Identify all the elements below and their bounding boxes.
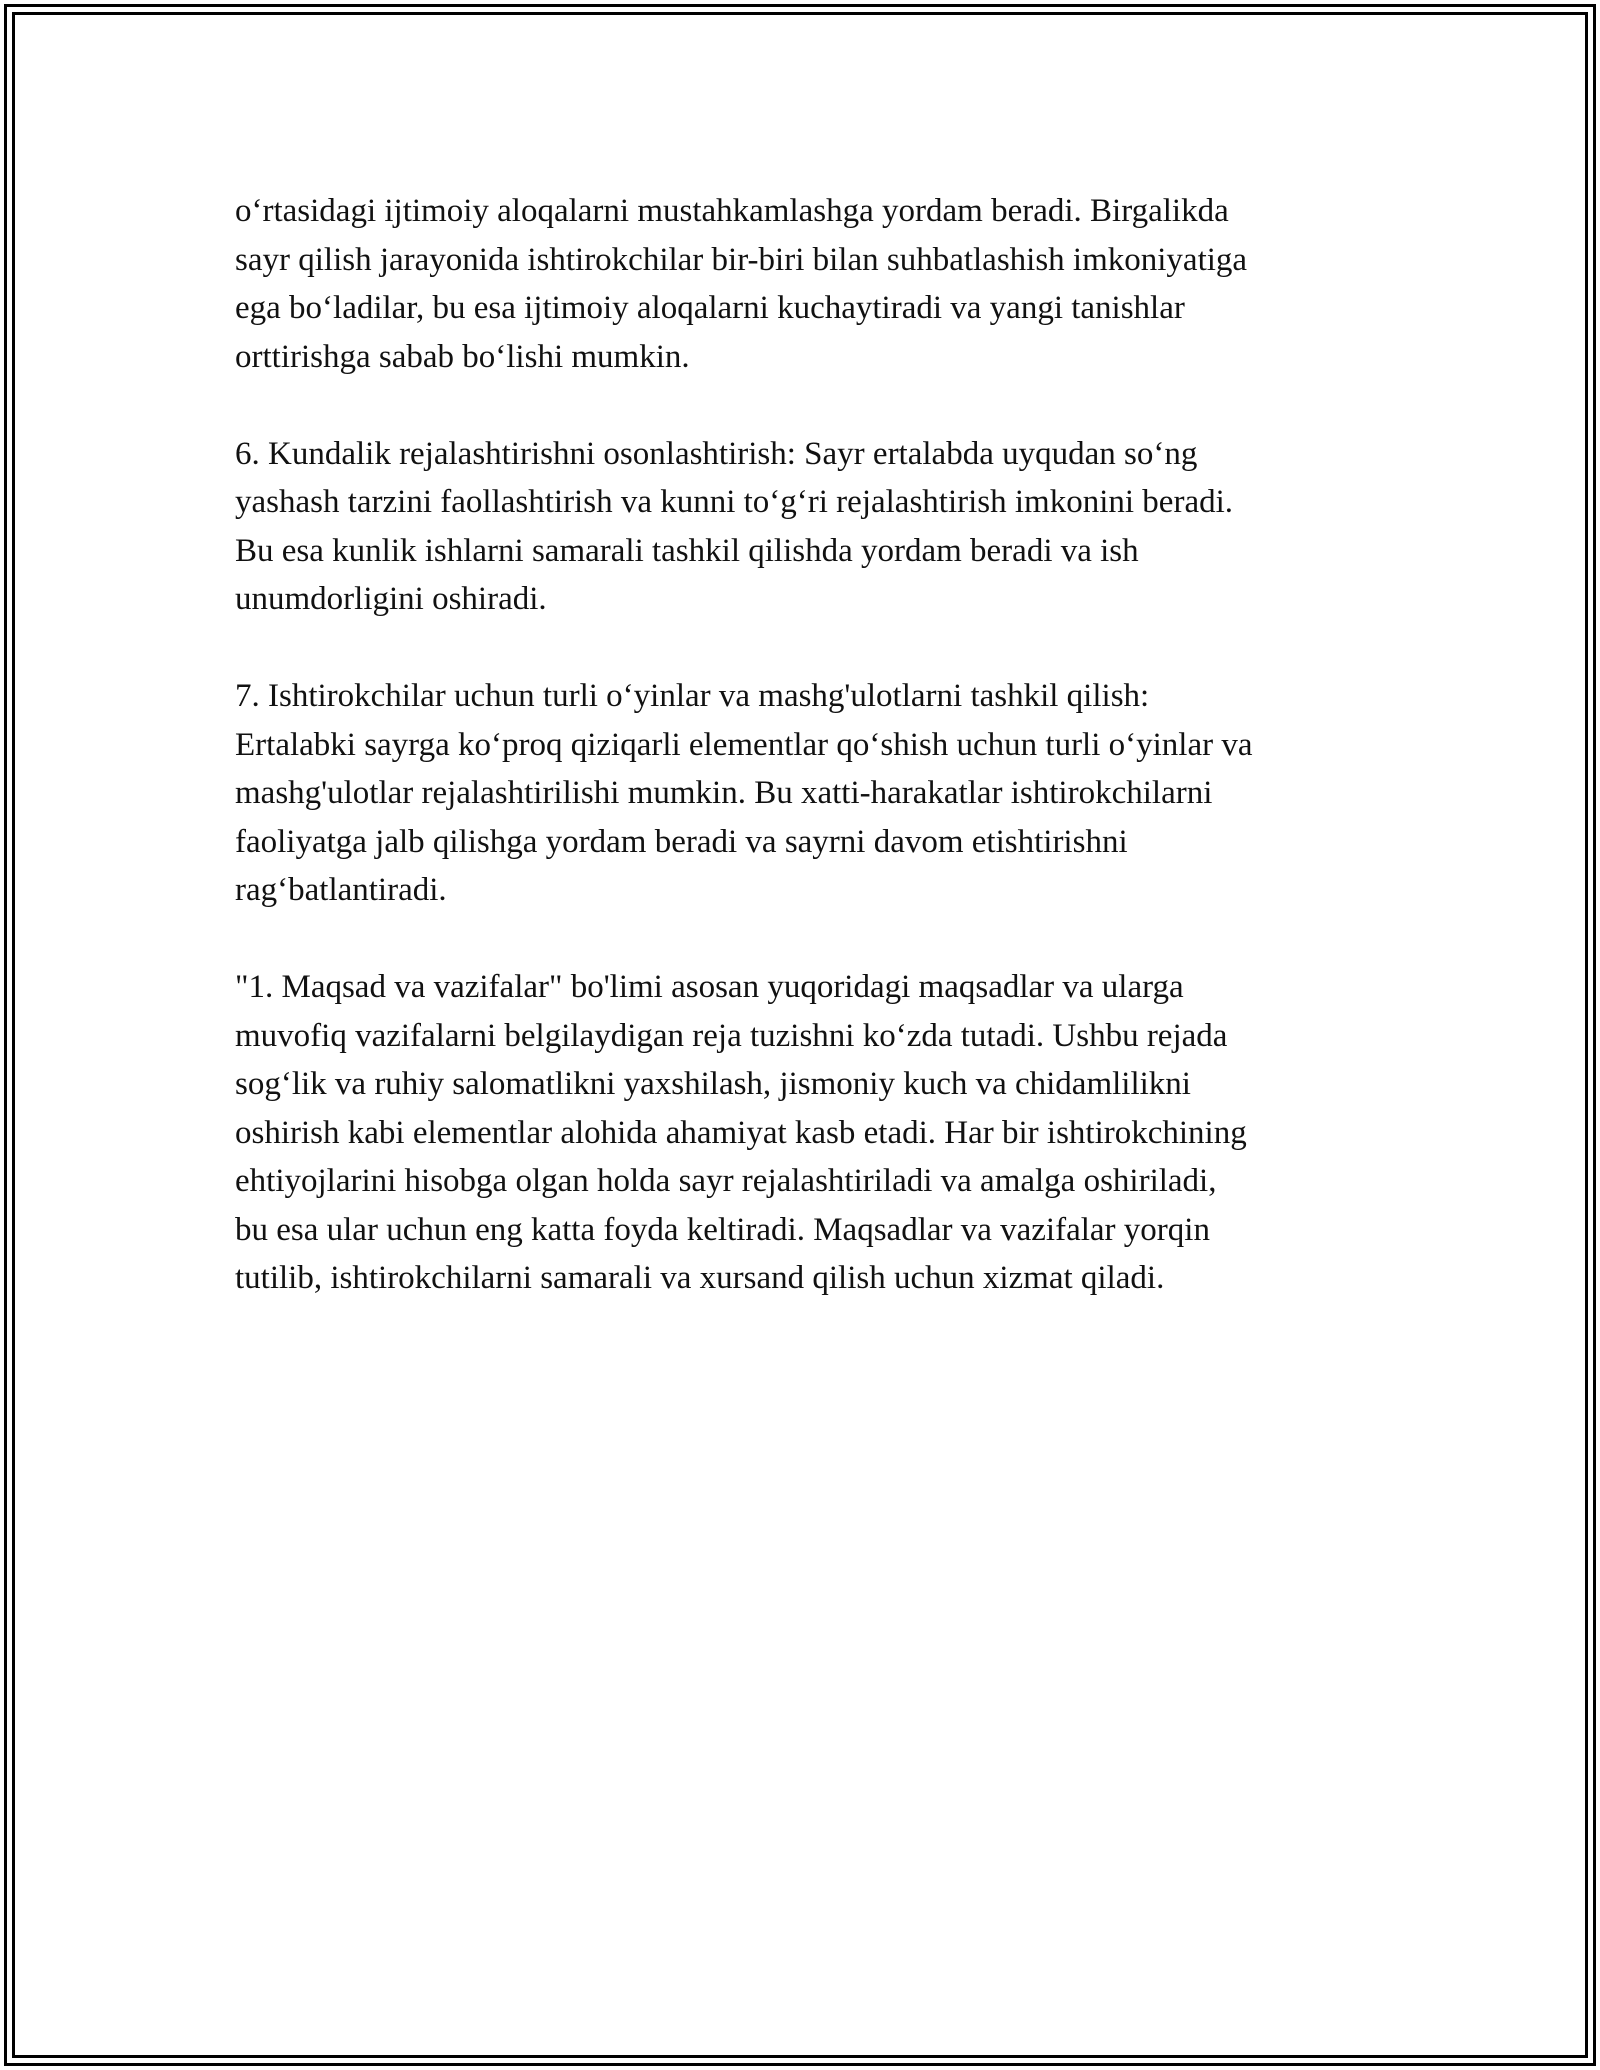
document-body [235,187,1395,1351]
text-line: sayr qilish jarayonida ishtirokchilar bir-biri bilan suhbatlashish imkoniyatiga [235,241,1248,278]
text-line: tutilib, ishtirokchilarni samarali va xursand qilish uchun xizmat qiladi. [235,1260,1165,1296]
paragraph-item-6 [235,430,1395,624]
text-line: ehtiyojlarini hisobga olgan holda sayr rejalashtiriladi va amalga oshiriladi, [235,1163,1217,1199]
text-line: Ertalabki sayrga ko‘proq qiziqarli elementlar qo‘shish uchun turli o‘yinlar va [235,726,1253,763]
text-line: yashash tarzini faollashtirish va kunni to‘g‘ri rejalashtirish imkonini beradi. [235,484,1234,520]
text-line: ega bo‘ladilar, bu esa ijtimoiy aloqalarni kuchaytiradi va yangi tanishlar [235,290,1185,326]
paragraph-summary [235,963,1395,1303]
text-line: muvofiq vazifalarni belgilaydigan reja tuzishni ko‘zda tutadi. Ushbu rejada [235,1017,1228,1054]
text-line: sog‘lik va ruhiy salomatlikni yaxshilash, jismoniy kuch va chidamlilikni [235,1066,1191,1102]
text-line: orttirishga sabab bo‘lishi mumkin. [235,338,690,375]
paragraph-item-7 [235,672,1395,915]
paragraph-social-connections [235,187,1395,381]
text-line: mashg'ulotlar rejalashtirilishi mumkin. Bu xatti-harakatlar ishtirokchilarni [235,775,1213,811]
text-line: unumdorligini oshiradi. [235,581,547,617]
text-line: oshirish kabi elementlar alohida ahamiyat kasb etadi. Har bir ishtirokchining [235,1114,1247,1151]
text-line: 6. Kundalik rejalashtirishni osonlashtirish: Sayr ertalabda uyqudan so‘ng [235,435,1198,472]
text-line: Bu esa kunlik ishlarni samarali tashkil qilishda yordam beradi va ish [235,532,1139,569]
text-line: o‘rtasidagi ijtimoiy aloqalarni mustahkamlashga yordam beradi. Birgalikda [235,193,1229,229]
text-line: rag‘batlantiradi. [235,872,447,908]
text-line: 7. Ishtirokchilar uchun turli o‘yinlar va mashg'ulotlarni tashkil qilish: [235,678,1150,714]
text-line: "1. Maqsad va vazifalar" bo'limi asosan yuqoridagi maqsadlar va ularga [235,969,1184,1005]
text-line: bu esa ular uchun eng katta foyda keltiradi. Maqsadlar va vazifalar yorqin [235,1211,1210,1248]
text-line: faoliyatga jalb qilishga yordam beradi va sayrni davom etishtirishni [235,823,1128,860]
